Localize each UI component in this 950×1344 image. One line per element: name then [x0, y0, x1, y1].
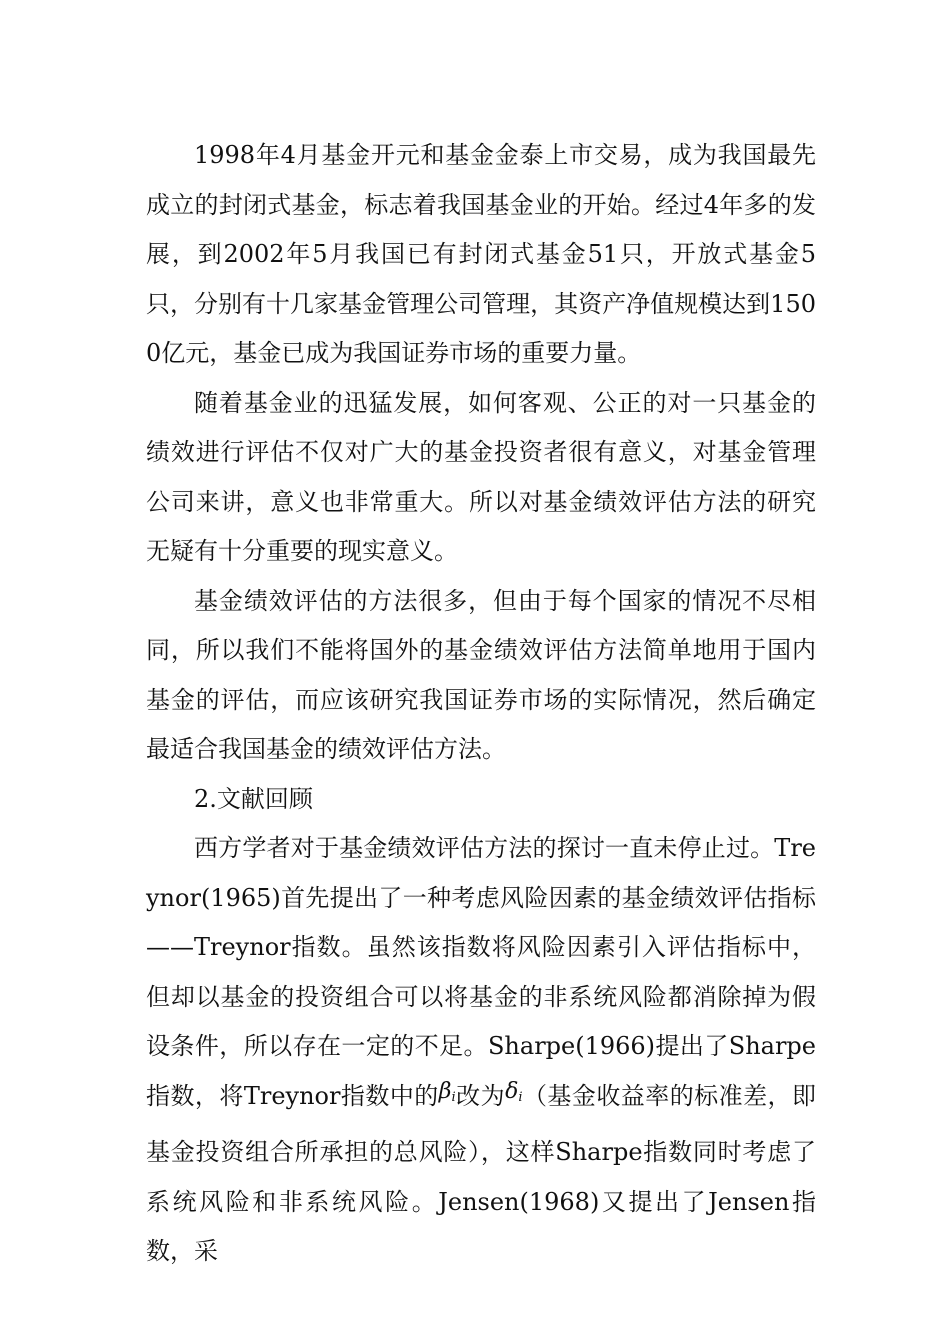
paragraph-fund-history: 1998年4月基金开元和基金金泰上市交易，成为我国最先成立的封闭式基金，标志着我国基金业的开始。经过4年多的发展，到2002年5月我国已有封闭式基金51只，开放式基金5只，分别有十几家基金管理公司管理，其资产净值规模达到1500亿元，基金已成为我国证券市场的重要力量。 [146, 141, 816, 367]
document-page [146, 131, 816, 1277]
paragraph-literature-review [146, 824, 816, 1277]
literature-text-part-2: 改为 [455, 1081, 506, 1110]
section-heading-literature-review: 2.文献回顾 [194, 784, 313, 813]
paragraph-method-selection: 基金绩效评估的方法很多，但由于每个国家的情况不尽相同，所以我们不能将国外的基金绩效评估方法简单地用于国内基金的评估，而应该研究我国证券市场的实际情况，然后确定最适合我国基金的绩效评估方法。 [146, 586, 816, 763]
paragraph-evaluation-importance: 随着基金业的迅猛发展，如何客观、公正的对一只基金的绩效进行评估不仅对广大的基金投资者很有意义，对基金管理公司来讲，意义也非常重大。所以对基金绩效评估方法的研究无疑有十分重要的现实意义。 [146, 388, 816, 565]
literature-text-part-3: （基金收益率的标准差，即基金投资组合所承担的总风险），这样Sharpe指数同时考虑了系统风险和非系统风险。Jensen(1968)又提出了Jensen指数，采 [146, 1081, 817, 1265]
literature-text-part-1: 西方学者对于基金绩效评估方法的探讨一直未停止过。Treynor(1965)首先提出了一种考虑风险因素的基金绩效评估指标——Treynor指数。虽然该指数将风险因素引入评估指标中，但却以基金的投资组合可以将基金的非系统风险都消除掉为假设条件，所以存在一定的不足。Sharpe(1966)提出了Sharpe指数，将Treynor指数中的 [146, 834, 816, 1110]
beta-i-symbol: $\beta_i$ [438, 1078, 456, 1105]
delta-i-symbol: $\delta_i$ [505, 1078, 523, 1105]
